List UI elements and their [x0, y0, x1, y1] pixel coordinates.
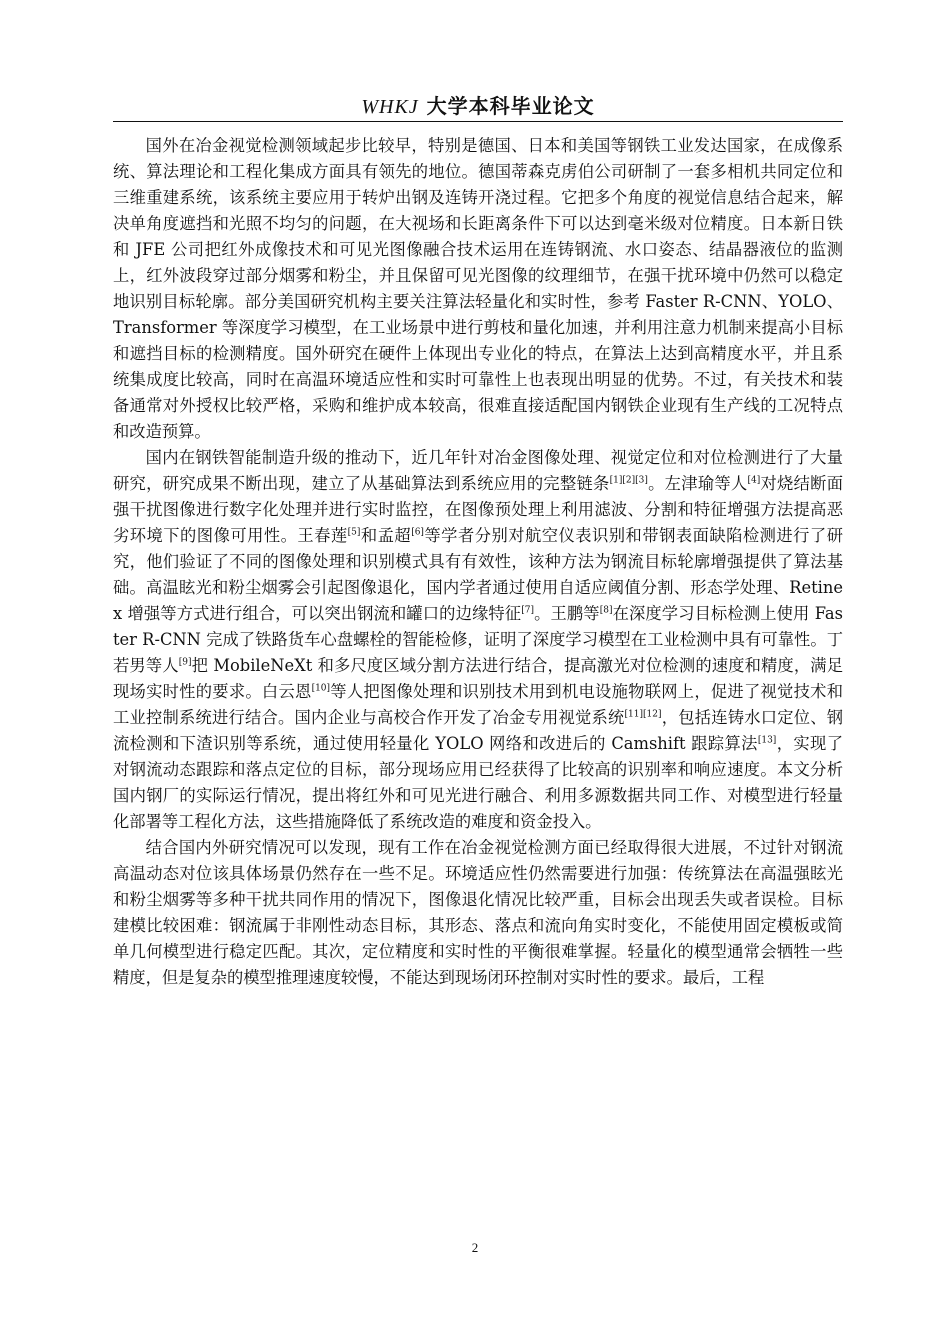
citation: [4] — [747, 475, 761, 486]
citation: [8] — [599, 605, 613, 616]
paragraph-summary — [113, 835, 843, 991]
citation: [6] — [411, 527, 424, 538]
header-rule — [113, 121, 843, 122]
citation: [11][12] — [624, 709, 662, 720]
paragraph-text: 在深度学习目标检测上使用 Faster R-CNN 完成了铁路货车心盘螺栓的智能检修，证明了深度学习模型在工业检测中具有可靠性。丁若男等人 — [113, 604, 843, 675]
header-title: 大学本科毕业论文 — [426, 94, 595, 118]
paragraph-domestic-research — [113, 445, 843, 835]
paragraph-text: 国外在冶金视觉检测领域起步比较早，特别是德国、日本和美国等钢铁工业发达国家，在成像系统、算法理论和工程化集成方面具有领先的地位。德国蒂森克虏伯公司研制了一套多相机共同定位和三维重建系统，该系统主要应用于转炉出钢及连铸开浇过程。它把多个角度的视觉信息结合起来，解决单角度遮挡和光照不均匀的问题，在大视场和长距离条件下可以达到毫米级对位精度。日本新日铁和 JFE 公司把红外成像技术和可见光图像融合技术运用在连铸钢流、水口姿态、结晶器液位的监测上，红外波段穿过部分烟雾和粉尘，并且保留可见光图像的纹理细节，在强干扰环境中仍然可以稳定地识别目标轮廓。部分美国研究机构主要关注算法轻量化和实时性，参考 Faster R-CNN、YOLO、Transformer 等深度学习模型，在工业场景中进行剪枝和量化加速，并利用注意力机制来提高小目标和遮挡目标的检测精度。国外研究在硬件上体现出专业化的特点，在算法上达到高精度水平，并且系统集成度比较高，同时在高温环境适应性和实时可靠性上也表现出明显的优势。不过，有关技术和装备通常对外授权比较严格，采购和维护成本较高，很难直接适配国内钢铁企业现有生产线的工况特点和改造预算。 — [113, 136, 843, 441]
paragraph-text: 国内在钢铁智能制造升级的推动下，近几年针对冶金图像处理、视觉定位和对位检测进行了大量研究，研究成果不断出现，建立了从基础算法到系统应用的完整链条 — [113, 448, 843, 493]
citation: [7] — [521, 605, 534, 616]
paragraph-text: ，实现了对钢流动态跟踪和落点定位的目标，部分现场应用已经获得了比较高的识别率和响应速度。本文分析国内钢厂的实际运行情况，提出将红外和可见光进行融合、利用多源数据共同工作、对模型进行轻量化部署等工程化方法，这些措施降低了系统改造的难度和资金投入。 — [113, 734, 843, 831]
paragraph-text: 把 MobileNeXt 和多尺度区域分割方法进行结合，提高激光对位检测的速度和精度，满足现场实时性的要求。白云恩 — [113, 656, 843, 701]
body-text — [113, 133, 843, 991]
header-prefix: WHKJ — [361, 96, 419, 118]
citation: [1][2][3] — [609, 475, 648, 486]
citation: [5] — [347, 527, 361, 538]
paragraph-text: 对烧结断面强干扰图像进行数字化处理并进行实时监控，在图像预处理上利用滤波、分割和特征增强方法提高恶劣环境下的图像可用性。王春莲 — [113, 474, 843, 545]
citation: [13] — [757, 735, 777, 746]
paragraph-foreign-research — [113, 133, 843, 445]
paragraph-text: 。王鹏等 — [533, 604, 600, 623]
paragraph-text: ，包括连铸水口定位、钢流检测和下渣识别等系统，通过使用轻量化 YOLO 网络和改进后的 Camshift 跟踪算法 — [113, 708, 843, 753]
paragraph-text: 等学者分别对航空仪表识别和带钢表面缺陷检测进行了研究，他们验证了不同的图像处理和识别模式具有有效性，该种方法为钢流目标轮廓增强提供了算法基础。高温眩光和粉尘烟雾会引起图像退化，国内学者通过使用自适应阈值分割、形态学处理、Retinex 增强等方式进行组合，可以突出钢流和罐口的边缘特征 — [113, 526, 843, 623]
citation: [9] — [178, 657, 192, 668]
paragraph-text: 结合国内外研究情况可以发现，现有工作在冶金视觉检测方面已经取得很大进展，不过针对钢流高温动态对位该具体场景仍然存在一些不足。环境适应性仍然需要进行加强：传统算法在高温强眩光和粉尘烟雾等多种干扰共同作用的情况下，图像退化情况比较严重，目标会出现丢失或者误检。目标建模比较困难：钢流属于非刚性动态目标，其形态、落点和流向角实时变化，不能使用固定模板或简单几何模型进行稳定匹配。其次，定位精度和实时性的平衡很难掌握。轻量化的模型通常会牺牲一些精度，但是复杂的模型推理速度较慢，不能达到现场闭环控制对实时性的要求。最后，工程 — [113, 838, 843, 987]
page-number: 2 — [471, 1240, 479, 1255]
paragraph-text: 等人把图像处理和识别技术用到机电设施物联网上，促进了视觉技术和工业控制系统进行结合。国内企业与高校合作开发了冶金专用视觉系统 — [113, 682, 843, 727]
paragraph-text: 。左津瑜等人 — [647, 474, 748, 493]
running-header — [113, 90, 843, 120]
paragraph-text: 和孟超 — [360, 526, 412, 545]
citation: [10] — [311, 683, 331, 694]
